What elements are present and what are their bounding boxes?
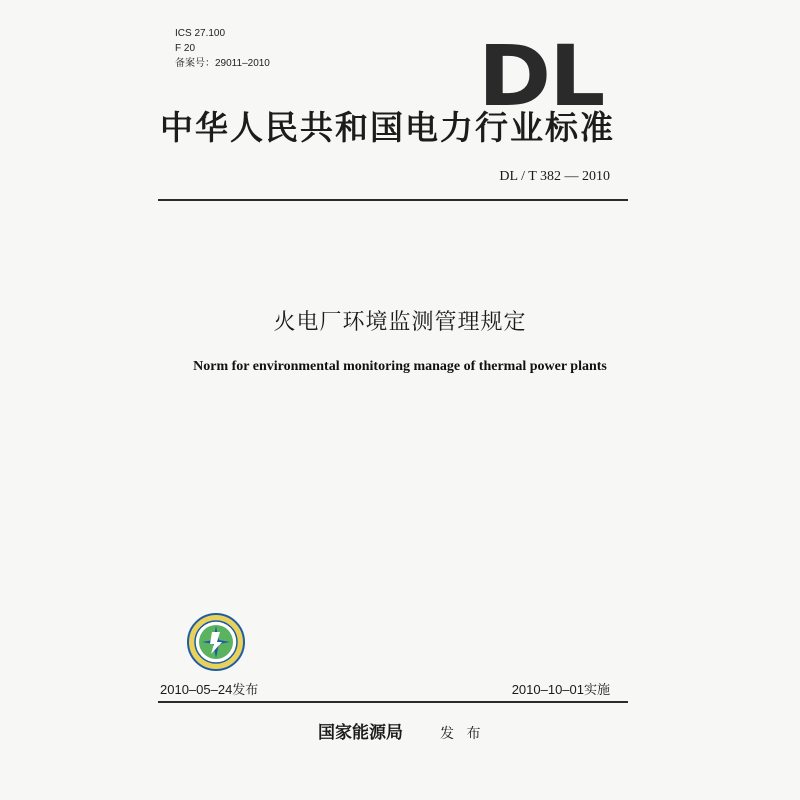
industry-standard-title: 中华人民共和国电力行业标准: [160, 108, 615, 147]
dl-logo: DL: [478, 27, 604, 125]
standard-number: DL / T 382 — 2010: [499, 169, 610, 184]
document-title-chinese: 火电厂环境监测管理规定: [273, 310, 527, 335]
record-number: 备案号：29011–2010: [175, 58, 270, 69]
top-divider: [158, 199, 628, 201]
document-title-english: Norm for environmental monitoring manage of thermal power plants: [193, 359, 607, 374]
classification-code: F 20: [175, 43, 196, 54]
date-effective: 2010–10–01实施: [511, 682, 610, 697]
publisher-seal-icon: [186, 612, 246, 672]
publisher-name: 国家能源局: [318, 723, 403, 743]
ics-code: ICS 27.100: [175, 28, 226, 39]
bottom-divider: [158, 701, 628, 703]
date-issued: 2010–05–24发布: [160, 682, 259, 697]
classification-block: [175, 26, 270, 71]
publish-label: 发 布: [440, 726, 485, 742]
